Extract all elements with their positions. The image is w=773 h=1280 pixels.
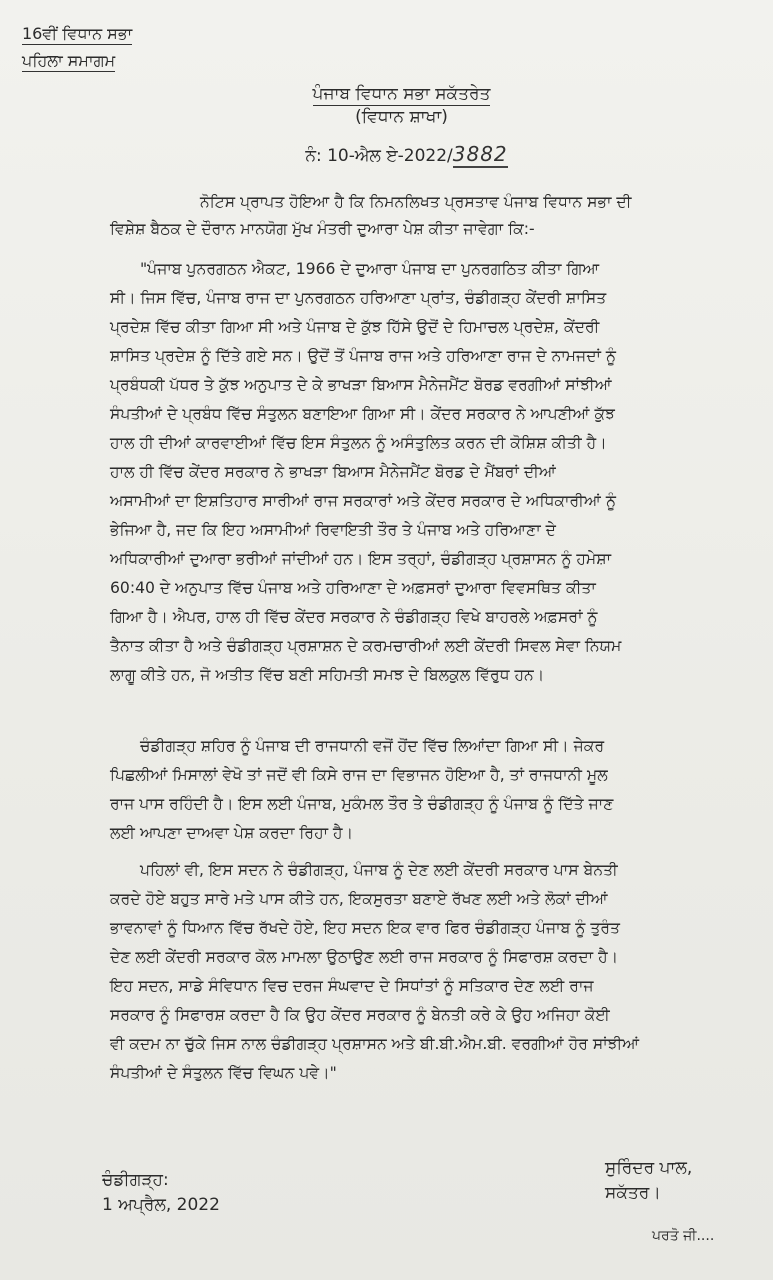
paragraph-line: 60:40 ਦੇ ਅਨੁਪਾਤ ਵਿੱਚ ਪੰਜਾਬ ਅਤੇ ਹਰਿਆਣਾ ਦੇ ਅਫ਼ਸਰਾਂ ਦੁਆਰਾ ਵਿਵਸਥਿਤ ਕੀਤਾ: [110, 579, 596, 597]
paragraph-line: ਸ਼ਾਸਿਤ ਪ੍ਰਦੇਸ਼ ਨੂੰ ਦਿੱਤੇ ਗਏ ਸਨ। ਉਦੋਂ ਤੋਂ ਪੰਜਾਬ ਰਾਜ ਅਤੇ ਹਰਿਆਣਾ ਰਾਜ ਦੇ ਨਾਮਜਦਾਂ ਨੂੰ: [110, 347, 617, 365]
paragraph-line: ਹਾਲ ਹੀ ਵਿੱਚ ਕੇਂਦਰ ਸਰਕਾਰ ਨੇ ਭਾਖੜਾ ਬਿਆਸ ਮੈਨੇਜਮੈਂਟ ਬੋਰਡ ਦੇ ਮੈਂਬਰਾਂ ਦੀਆਂ: [110, 463, 556, 481]
title-main-wrap: [0, 84, 773, 104]
paragraph-line: ਰਾਜ ਪਾਸ ਰਹਿੰਦੀ ਹੈ। ਇਸ ਲਈ ਪੰਜਾਬ, ਮੁਕੰਮਲ ਤੌਰ ਤੇ ਚੰਡੀਗੜ੍ਹ ਨੂੰ ਪੰਜਾਬ ਨੂੰ ਦਿੱਤੇ ਜਾਣ: [110, 795, 614, 813]
paragraph-line: ਤੈਨਾਤ ਕੀਤਾ ਹੈ ਅਤੇ ਚੰਡੀਗੜ੍ਹ ਪ੍ਰਸ਼ਾਸ਼ਨ ਦੇ ਕਰਮਚਾਰੀਆਂ ਲਈ ਕੇਂਦਰੀ ਸਿਵਲ ਸੇਵਾ ਨਿਯਮ: [110, 637, 622, 655]
paragraph-line: ਪ੍ਰਦੇਸ਼ ਵਿੱਚ ਕੀਤਾ ਗਿਆ ਸੀ ਅਤੇ ਪੰਜਾਬ ਦੇ ਕੁੱਝ ਹਿੱਸੇ ਉਦੋਂ ਦੇ ਹਿਮਾਚਲ ਪ੍ਰਦੇਸ਼, ਕੇਂਦਰੀ: [110, 318, 600, 336]
paragraph-line: ਚੰਡੀਗੜ੍ਹ ਸ਼ਹਿਰ ਨੂੰ ਪੰਜਾਬ ਦੀ ਰਾਜਧਾਨੀ ਵਜੋਂ ਹੋਂਦ ਵਿੱਚ ਲਿਆਂਦਾ ਗਿਆ ਸੀ। ਜੇਕਰ: [140, 737, 605, 755]
pto-note: ਪਰਤੋ ਜੀ....: [652, 1228, 715, 1244]
paragraph-line: ਸੀ। ਜਿਸ ਵਿੱਚ, ਪੰਜਾਬ ਰਾਜ ਦਾ ਪੁਨਰਗਠਨ ਹਰਿਆਣਾ ਪ੍ਰਾਂਤ, ਚੰਡੀਗੜ੍ਹ ਕੇਂਦਰੀ ਸ਼ਾਸਿਤ: [110, 289, 607, 307]
paragraph-line: ਅਧਿਕਾਰੀਆਂ ਦੁਆਰਾ ਭਰੀਆਂ ਜਾਂਦੀਆਂ ਹਨ। ਇਸ ਤਰ੍ਹਾਂ, ਚੰਡੀਗੜ੍ਹ ਪ੍ਰਸ਼ਾਸਨ ਨੂੰ ਹਮੇਸ਼ਾ: [110, 550, 612, 568]
paragraph-line: ਪਿਛਲੀਆਂ ਮਿਸਾਲਾਂ ਵੇਖੋ ਤਾਂ ਜਦੋਂ ਵੀ ਕਿਸੇ ਰਾਜ ਦਾ ਵਿਭਾਜਨ ਹੋਇਆ ਹੈ, ਤਾਂ ਰਾਜਧਾਨੀ ਮੂਲ: [110, 766, 608, 784]
paragraph-line: ਭੇਜਿਆ ਹੈ, ਜਦ ਕਿ ਇਹ ਅਸਾਮੀਆਂ ਰਿਵਾਇਤੀ ਤੌਰ ਤੇ ਪੰਜਾਬ ਅਤੇ ਹਰਿਆਣਾ ਦੇ: [110, 521, 557, 539]
intro-line: ਨੋਟਿਸ ਪ੍ਰਾਪਤ ਹੋਇਆ ਹੈ ਕਿ ਨਿਮਨਲਿਖਤ ਪ੍ਰਸਤਾਵ ਪੰਜਾਬ ਵਿਧਾਨ ਸਭਾ ਦੀ: [200, 193, 632, 211]
paragraph-line: ਵੀ ਕਦਮ ਨਾ ਚੁੱਕੇ ਜਿਸ ਨਾਲ ਚੰਡੀਗੜ੍ਹ ਪ੍ਰਸ਼ਾਸਨ ਅਤੇ ਬੀ.ਬੀ.ਐਮ.ਬੀ. ਵਰਗੀਆਂ ਹੋਰ ਸਾਂਝੀਆਂ: [110, 1035, 640, 1053]
paragraph-line: ਦੇਣ ਲਈ ਕੇਂਦਰੀ ਸਰਕਾਰ ਕੋਲ ਮਾਮਲਾ ਉਠਾਉਣ ਲਈ ਰਾਜ ਸਰਕਾਰ ਨੂੰ ਸਿਫਾਰਸ਼ ਕਰਦਾ ਹੈ।: [110, 948, 619, 966]
assembly-number: 16ਵੀਂ ਵਿਧਾਨ ਸਭਾ: [22, 24, 133, 43]
signatory-title: ਸਕੱਤਰ।: [605, 1183, 661, 1203]
paragraph-line: "ਪੰਜਾਬ ਪੁਨਰਗਠਨ ਐਕਟ, 1966 ਦੇ ਦੁਆਰਾ ਪੰਜਾਬ ਦਾ ਪੁਨਰਗਠਿਤ ਕੀਤਾ ਗਿਆ: [140, 260, 600, 278]
reference-line: [0, 142, 773, 166]
paragraph-line: ਗਿਆ ਹੈ। ਐਪਰ, ਹਾਲ ਹੀ ਵਿੱਚ ਕੇਂਦਰ ਸਰਕਾਰ ਨੇ ਚੰਡੀਗੜ੍ਹ ਵਿਖੇ ਬਾਹਰਲੇ ਅਫ਼ਸਰਾਂ ਨੂੰ: [110, 608, 598, 626]
place-label: ਚੰਡੀਗੜ੍ਹ:: [102, 1170, 169, 1190]
paragraph-line: ਭਾਵਨਾਵਾਂ ਨੂੰ ਧਿਆਨ ਵਿੱਚ ਰੱਖਦੇ ਹੋਏ, ਇਹ ਸਦਨ ਇਕ ਵਾਰ ਫਿਰ ਚੰਡੀਗੜ੍ਹ ਪੰਜਾਬ ਨੂੰ ਤੁਰੰਤ: [110, 919, 620, 937]
paragraph-line: ਲਾਗੂ ਕੀਤੇ ਹਨ, ਜੋ ਅਤੀਤ ਵਿੱਚ ਬਣੀ ਸਹਿਮਤੀ ਸਮਝ ਦੇ ਬਿਲਕੁਲ ਵਿੱਰੁਧ ਹਨ।: [110, 666, 545, 684]
reference-prefix: ਨੰ: 10-ਐਲ ਏ-2022/: [305, 146, 453, 166]
paragraph-line: ਸੰਪਤੀਆਂ ਦੇ ਸੰਤੁਲਨ ਵਿੱਚ ਵਿਘਨ ਪਵੇ।": [110, 1064, 337, 1082]
page-title: ਪੰਜਾਬ ਵਿਧਾਨ ਸਭਾ ਸਕੱਤਰੇਤ: [312, 84, 491, 104]
paragraph-line: ਸੰਪਤੀਆਂ ਦੇ ਪ੍ਰਬੰਧ ਵਿੱਚ ਸੰਤੁਲਨ ਬਣਾਇਆ ਗਿਆ ਸੀ। ਕੇਂਦਰ ਸਰਕਾਰ ਨੇ ਆਪਣੀਆਂ ਕੁੱਝ: [110, 405, 615, 423]
paragraph-line: ਲਈ ਆਪਣਾ ਦਾਅਵਾ ਪੇਸ਼ ਕਰਦਾ ਰਿਹਾ ਹੈ।: [110, 824, 354, 842]
branch-subtitle: (ਵਿਧਾਨ ਸ਼ਾਖਾ): [355, 107, 448, 127]
paragraph-line: ਸਰਕਾਰ ਨੂੰ ਸਿਫਾਰਸ਼ ਕਰਦਾ ਹੈ ਕਿ ਉਹ ਕੇਂਦਰ ਸਰਕਾਰ ਨੂੰ ਬੇਨਤੀ ਕਰੇ ਕੇ ਉਹ ਅਜਿਹਾ ਕੋਈ: [110, 1006, 610, 1024]
intro-line: ਵਿਸ਼ੇਸ਼ ਬੈਠਕ ਦੇ ਦੌਰਾਨ ਮਾਨਯੋਗ ਮੁੱਖ ਮੰਤਰੀ ਦੁਆਰਾ ਪੇਸ਼ ਕੀਤਾ ਜਾਵੇਗਾ ਕਿ:-: [110, 220, 535, 238]
signatory-name: ਸੁਰਿੰਦਰ ਪਾਲ,: [605, 1158, 693, 1178]
paragraph-line: ਪ੍ਰਬੰਧਕੀ ਪੱਧਰ ਤੇ ਕੁੱਝ ਅਨੁਪਾਤ ਦੇ ਕੇ ਭਾਖੜਾ ਬਿਆਸ ਮੈਨੇਜਮੈਂਟ ਬੋਰਡ ਵਰਗੀਆਂ ਸਾਂਝੀਆਂ: [110, 376, 612, 394]
session-name: ਪਹਿਲਾ ਸਮਾਗਮ: [22, 51, 116, 70]
paragraph-line: ਅਸਾਮੀਆਂ ਦਾ ਇਸ਼ਤਿਹਾਰ ਸਾਰੀਆਂ ਰਾਜ ਸਰਕਾਰਾਂ ਅਤੇ ਕੇਂਦਰ ਸਰਕਾਰ ਦੇ ਅਧਿਕਾਰੀਆਂ ਨੂੰ: [110, 492, 616, 510]
assembly-label: [22, 24, 132, 44]
paragraph-line: ਕਰਦੇ ਹੋਏ ਬਹੁਤ ਸਾਰੇ ਮਤੇ ਪਾਸ ਕੀਤੇ ਹਨ, ਇਕਸੁਰਤਾ ਬਣਾਏ ਰੱਖਣ ਲਈ ਅਤੇ ਲੋਕਾਂ ਦੀਆਂ: [110, 890, 608, 908]
title-sub-wrap: [0, 107, 773, 127]
date-label: 1 ਅਪ੍ਰੈਲ, 2022: [102, 1195, 220, 1215]
session-label: [22, 51, 115, 71]
paragraph-line: ਹਾਲ ਹੀ ਦੀਆਂ ਕਾਰਵਾਈਆਂ ਵਿੱਚ ਇਸ ਸੰਤੁਲਨ ਨੂੰ ਅਸੰਤੁਲਿਤ ਕਰਨ ਦੀ ਕੋਸ਼ਿਸ਼ ਕੀਤੀ ਹੈ।: [110, 434, 607, 452]
reference-number-handwritten: 3882: [452, 142, 508, 166]
paragraph-line: ਪਹਿਲਾਂ ਵੀ, ਇਸ ਸਦਨ ਨੇ ਚੰਡੀਗੜ੍ਹ, ਪੰਜਾਬ ਨੂੰ ਦੇਣ ਲਈ ਕੇਂਦਰੀ ਸਰਕਾਰ ਪਾਸ ਬੇਨਤੀ: [140, 861, 618, 879]
paragraph-line: ਇਹ ਸਦਨ, ਸਾਡੇ ਸੰਵਿਧਾਨ ਵਿਚ ਦਰਜ ਸੰਘਵਾਦ ਦੇ ਸਿਧਾਂਤਾਂ ਨੂੰ ਸਤਿਕਾਰ ਦੇਣ ਲਈ ਰਾਜ: [110, 977, 594, 995]
